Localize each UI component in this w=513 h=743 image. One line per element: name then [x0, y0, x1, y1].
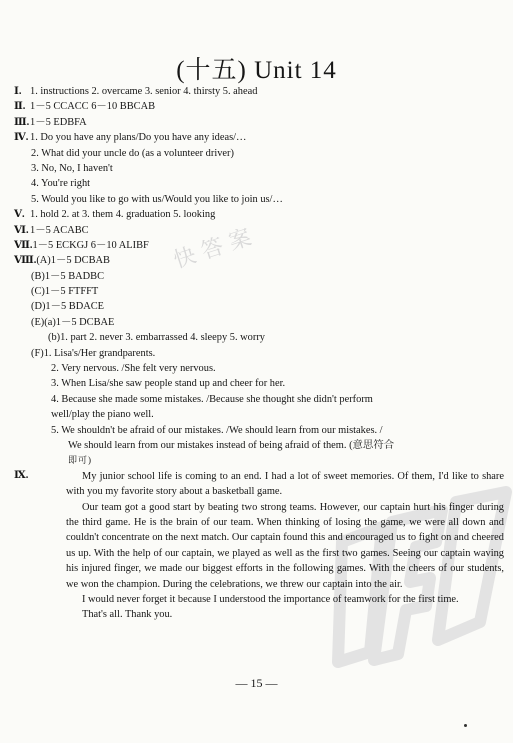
section-4-answer-5: 5. Would you like to go with us/Would you like to join us/… — [31, 193, 283, 205]
section-9-label: Ⅸ. — [14, 469, 29, 481]
section-5 — [14, 207, 504, 222]
section-8-answer-f-1: (F)1. Lisa's/Her grandparents. — [31, 347, 156, 359]
essay-paragraph-4: That's all. Thank you. — [82, 609, 173, 621]
answer-content — [14, 84, 504, 623]
print-dot — [464, 724, 467, 727]
section-8-answer-f-4: 4. Because she made some mistakes. /Because she thought she didn't perform — [51, 393, 373, 405]
section-3 — [14, 115, 504, 130]
section-4-line-1 — [14, 130, 504, 145]
page-number: — 15 — — [235, 676, 278, 690]
section-8-answer-f-5: 5. We shouldn't be afraid of our mistakes. /We should learn from our mistakes. / — [51, 424, 383, 436]
section-1-answers: 1. instructions 2. overcame 3. senior 4. thirsty 5. ahead — [30, 86, 258, 97]
section-5-answers: 1. hold 2. at 3. them 4. graduation 5. looking — [30, 209, 216, 221]
section-4-answer-1: 1. Do you have any plans/Do you have any ideas/… — [30, 132, 247, 144]
section-6-label: Ⅵ. — [14, 224, 29, 236]
section-3-label: Ⅲ. — [14, 116, 30, 128]
section-8-label: Ⅷ. — [14, 255, 37, 267]
section-1 — [14, 84, 504, 99]
section-6-answers: 1－5 ACABC — [30, 224, 89, 236]
section-8-answer-f-5-note: 即可) — [68, 455, 92, 466]
section-8-answer-f-3: 3. When Lisa/she saw people stand up and cheer for her. — [51, 378, 286, 390]
essay-paragraph-1: My junior school life is coming to an end. I had a lot of sweet memories. Of them, I'd like to share with you my favorite story about a basketball game. — [66, 470, 504, 498]
section-2-answers: 1－5 CCACC 6－10 BBCAB — [30, 101, 156, 113]
section-8-answer-b: (B)1－5 BADBC — [31, 270, 105, 282]
section-2-label: Ⅱ. — [14, 101, 26, 113]
section-9 — [14, 469, 504, 623]
section-8-answer-f-2: 2. Very nervous. /She felt very nervous. — [51, 363, 216, 375]
section-4-answer-2: 2. What did your uncle do (as a volunteer driver) — [31, 147, 234, 159]
section-8-answer-e-a: (E)(a)1－5 DCBAE — [31, 316, 115, 328]
essay-body — [40, 469, 504, 623]
unit-title: (十五) Unit 14 — [176, 57, 337, 84]
section-8-answer-e-b: (b)1. part 2. never 3. embarrassed 4. sleepy 5. worry — [48, 332, 265, 344]
section-6 — [14, 223, 504, 238]
watermark: 快 答 案 — [170, 225, 255, 274]
section-1-label: Ⅰ. — [14, 86, 22, 97]
section-3-answers: 1－5 EDBFA — [30, 116, 87, 128]
section-8-answer-d: (D)1－5 BDACE — [31, 301, 105, 313]
section-4-answer-4: 4. You're right — [31, 178, 91, 190]
section-8-answer-f-4-cont: well/play the piano well. — [51, 409, 154, 421]
section-2 — [14, 99, 504, 114]
section-4-label: Ⅳ. — [14, 132, 29, 144]
section-8-answer-a: (A)1－5 DCBAB — [36, 255, 110, 267]
section-8-answer-c: (C)1－5 FTFFT — [31, 286, 99, 298]
essay-paragraph-3: I would never forget it because I understood the importance of teamwork for the first time. — [82, 594, 459, 606]
section-7 — [14, 238, 504, 253]
section-4-answer-3: 3. No, No, I haven't — [31, 162, 113, 174]
section-8-answer-f-5-cont: We should learn from our mistakes instead of being afraid of them. (意思符合 — [68, 439, 395, 451]
section-7-answers: 1－5 ECKGJ 6－10 ALIBF — [32, 239, 149, 251]
section-5-label: Ⅴ. — [14, 209, 25, 221]
section-7-label: Ⅶ. — [14, 239, 33, 251]
essay-paragraph-2: Our team got a good start by beating two strong teams. However, our captain hurt his finger during the third game. He is the brain of our team. When thinking of losing the game, we were all down and couldn't concentrate on the next match. Our captain found this and encouraged us to fight on and cheered us up. With the help of our captain, we played as well as the first two games. Seeing our captain waving his injured finger, we made our biggest efforts in the following games. With the cheers of our students, we won the champion. During the celebrations, we threw our captain into the air. — [66, 501, 504, 590]
section-8-line-1 — [14, 253, 504, 268]
